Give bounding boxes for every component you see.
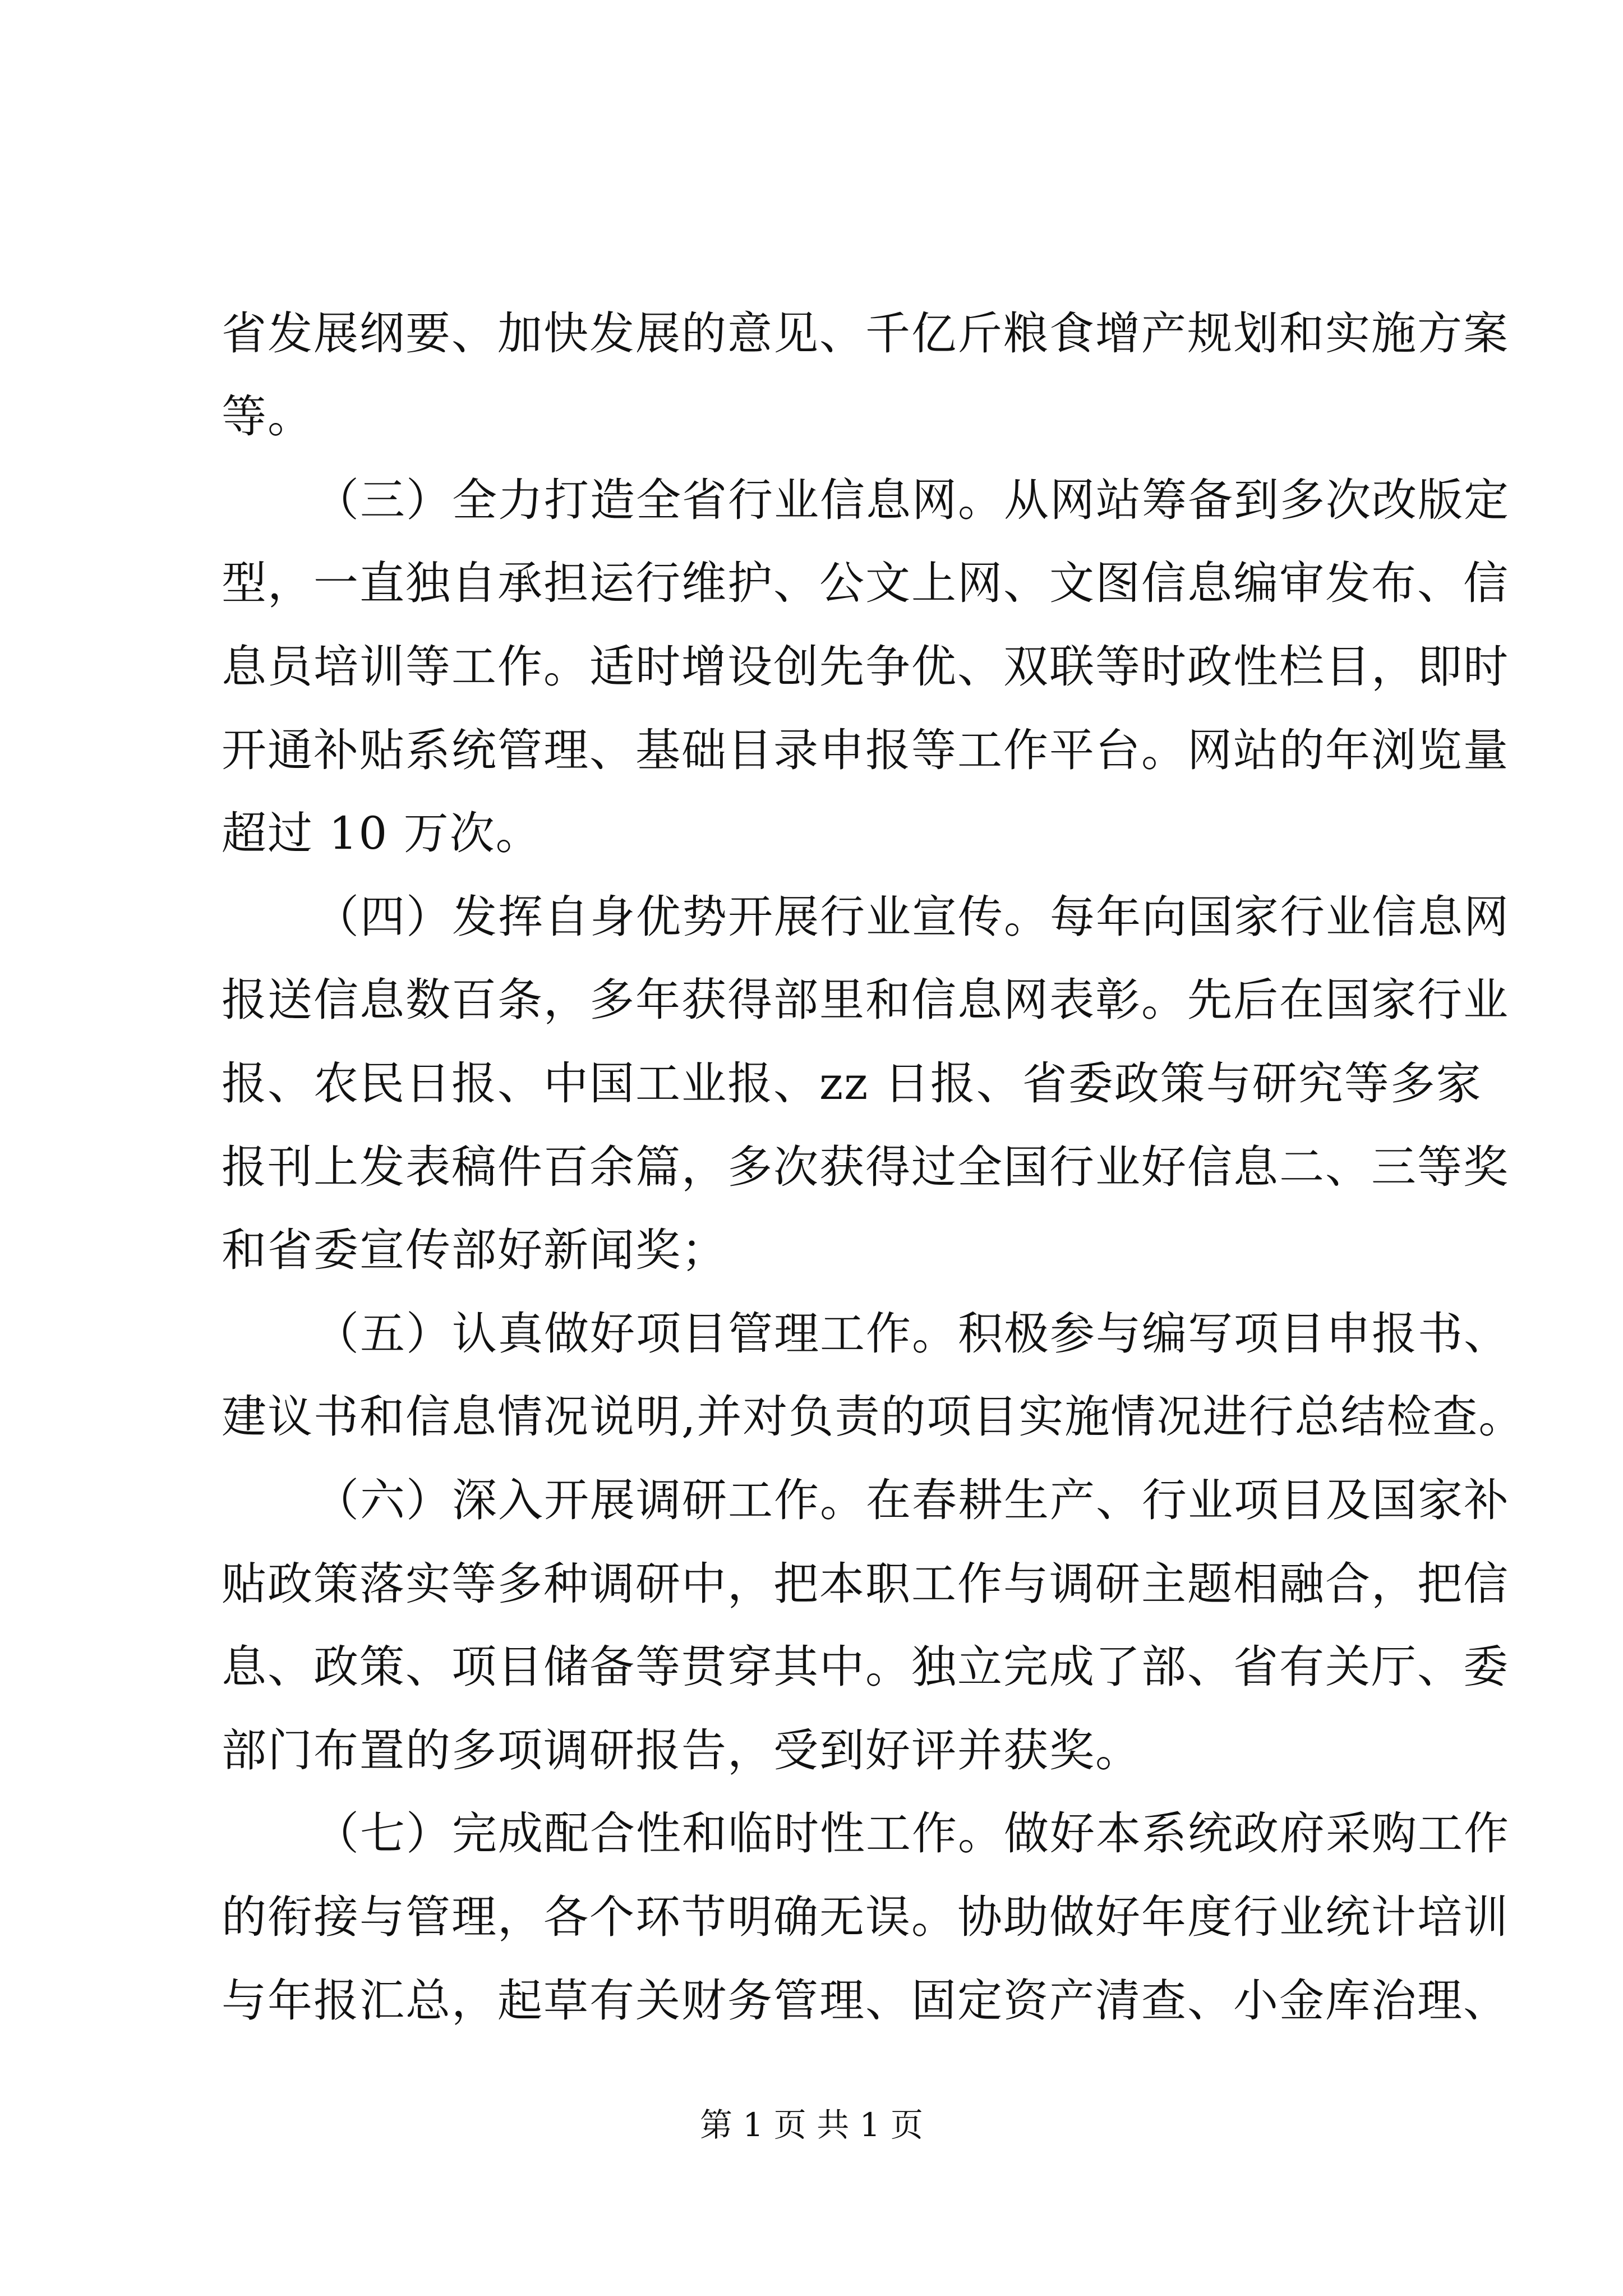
text-line: 型，一直独自承担运行维护、公文上网、文图信息编审发布、信 [222, 557, 1509, 609]
text-line: 部门布置的多项调研报告，受到好评并获奖。 [222, 1724, 1141, 1777]
paragraph-heading-line: （四）发挥自身优势开展行业宣传。每年向国家行业信息网 [314, 891, 1510, 943]
text-line: 开通补贴系统管理、基础目录申报等工作平台。网站的年浏览量 [222, 724, 1509, 776]
text-line: 省发展纲要、加快发展的意见、千亿斤粮食增产规划和实施方案 [222, 307, 1509, 360]
page-footer: 第 1 页 共 1 页 [700, 2106, 923, 2144]
text-line: 报送信息数百条，多年获得部里和信息网表彰。先后在国家行业 [222, 974, 1509, 1026]
text-line: 等。 [222, 390, 313, 443]
paragraph-heading-line: （六）深入开展调研工作。在春耕生产、行业项目及国家补 [314, 1474, 1510, 1526]
text-line: 贴政策落实等多种调研中，把本职工作与调研主题相融合，把信 [222, 1558, 1509, 1610]
text-line: 息、政策、项目储备等贯穿其中。独立完成了部、省有关厅、委 [222, 1641, 1509, 1693]
paragraph-heading-line: （三）全力打造全省行业信息网。从网站筹备到多次改版定 [314, 474, 1510, 526]
paragraph-heading-line: （七）完成配合性和临时性工作。做好本系统政府采购工作 [314, 1807, 1510, 1860]
paragraph-heading-line: （五）认真做好项目管理工作。积极参与编写项目申报书、 [314, 1308, 1510, 1360]
text-line: 超过 10 万次。 [222, 807, 542, 859]
text-line: 息员培训等工作。适时增设创先争优、双联等时政性栏目，即时 [222, 641, 1509, 693]
text-line: 和省委宣传部好新闻奖； [222, 1224, 727, 1276]
text-line: 建议书和信息情况说明,并对负责的项目实施情况进行总结检查。 [222, 1391, 1525, 1443]
text-line: 的衔接与管理，各个环节明确无误。协助做好年度行业统计培训 [222, 1891, 1509, 1943]
text-line: 与年报汇总，起草有关财务管理、固定资产清查、小金库治理、 [222, 1975, 1509, 2027]
text-line: 报刊上发表稿件百余篇，多次获得过全国行业好信息二、三等奖 [222, 1141, 1509, 1193]
text-line: 报、农民日报、中国工业报、zz 日报、省委政策与研究等多家 [222, 1057, 1482, 1110]
